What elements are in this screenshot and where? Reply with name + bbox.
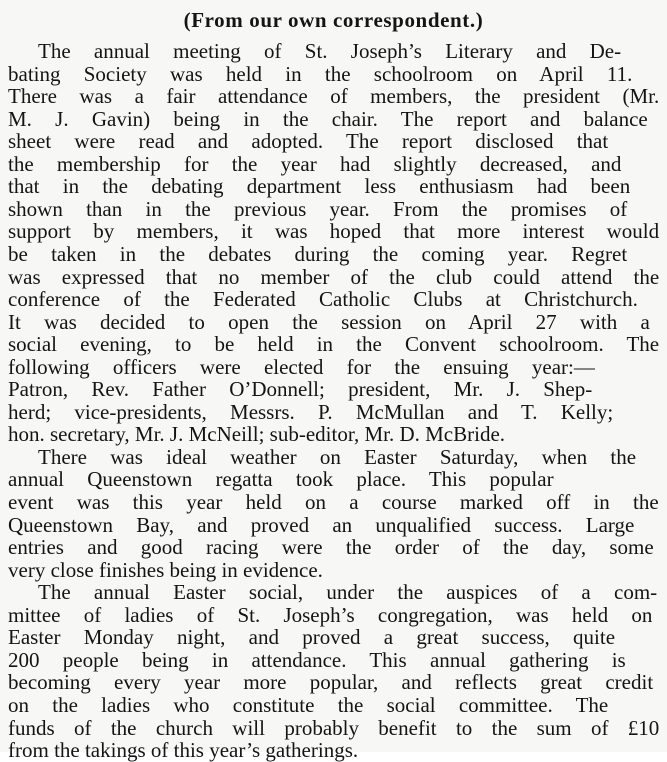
article-line: It was decided to open the session on April 27 with a [8, 309, 650, 334]
article-line: herd; vice-presidents, Messrs. P. McMullan and T. Kelly; [8, 399, 614, 424]
article-line: annual Queenstown regatta took place. This popular [8, 467, 554, 492]
article-line: Queenstown Bay, and proved an unqualified success. Large [8, 512, 635, 537]
article-line: on the ladies who constitute the social committee. The [8, 692, 609, 717]
article-line: Easter Monday night, and proved a great success, quite [8, 625, 616, 650]
article-line: The annual Easter social, under the auspices of a com- [38, 580, 658, 605]
article-line: The annual meeting of St. Joseph’s Literary and De- [38, 39, 622, 63]
article-line: shown than in the previous year. From the promises of [8, 196, 628, 221]
article-line: conference of the Federated Catholic Clubs at Christchurch. [8, 287, 638, 312]
article-line: very close finishes being in evidence. [8, 557, 323, 582]
article-line: was expressed that no member of the club could attend the [8, 264, 660, 289]
article-line: bating Society was held in the schoolroom on April 11. [8, 61, 633, 86]
article-line: There was ideal weather on Easter Saturday, when the [38, 444, 637, 469]
article-line: from the takings of this year’s gatherings. [8, 738, 359, 762]
article-line: mittee of ladies of St. Joseph’s congregation, was held on [8, 602, 653, 627]
article-line: support by members, it was hoped that more interest would [8, 219, 660, 244]
article-line: Patron, Rev. Father O’Donnell; president, Mr. J. Shep- [8, 377, 593, 402]
article-line: sheet were read and adopted. The report disclosed that [8, 129, 609, 154]
article-line: There was a fair attendance of members, the president (Mr. [8, 84, 660, 109]
article-line: following officers were elected for the ensuing year:— [8, 354, 595, 379]
article-line: M. J. Gavin) being in the chair. The report and balance [8, 106, 648, 131]
correspondent-heading: (From our own correspondent.) [183, 8, 484, 32]
article-line: social evening, to be held in the Convent schoolroom. The [8, 332, 660, 357]
article-line: hon. secretary, Mr. J. McNeill; sub-editor, Mr. D. McBride. [8, 422, 506, 447]
article-line: that in the debating department less enthusiasm had been [8, 174, 631, 199]
article-line: be taken in the debates during the coming year. Regret [8, 241, 628, 266]
article-line: entries and good racing were the order of the day, some [8, 535, 654, 560]
article-line: funds of the church will probably benefit to the sum of £10 [8, 715, 660, 740]
article-line: event was this year held on a course marked off in the [8, 490, 659, 514]
article-line: the membership for the year had slightly decreased, and [8, 151, 622, 176]
article-line: 200 people being in attendance. This annual gathering is [8, 647, 626, 672]
article-line: becoming every year more popular, and reflects great credit [8, 670, 654, 695]
